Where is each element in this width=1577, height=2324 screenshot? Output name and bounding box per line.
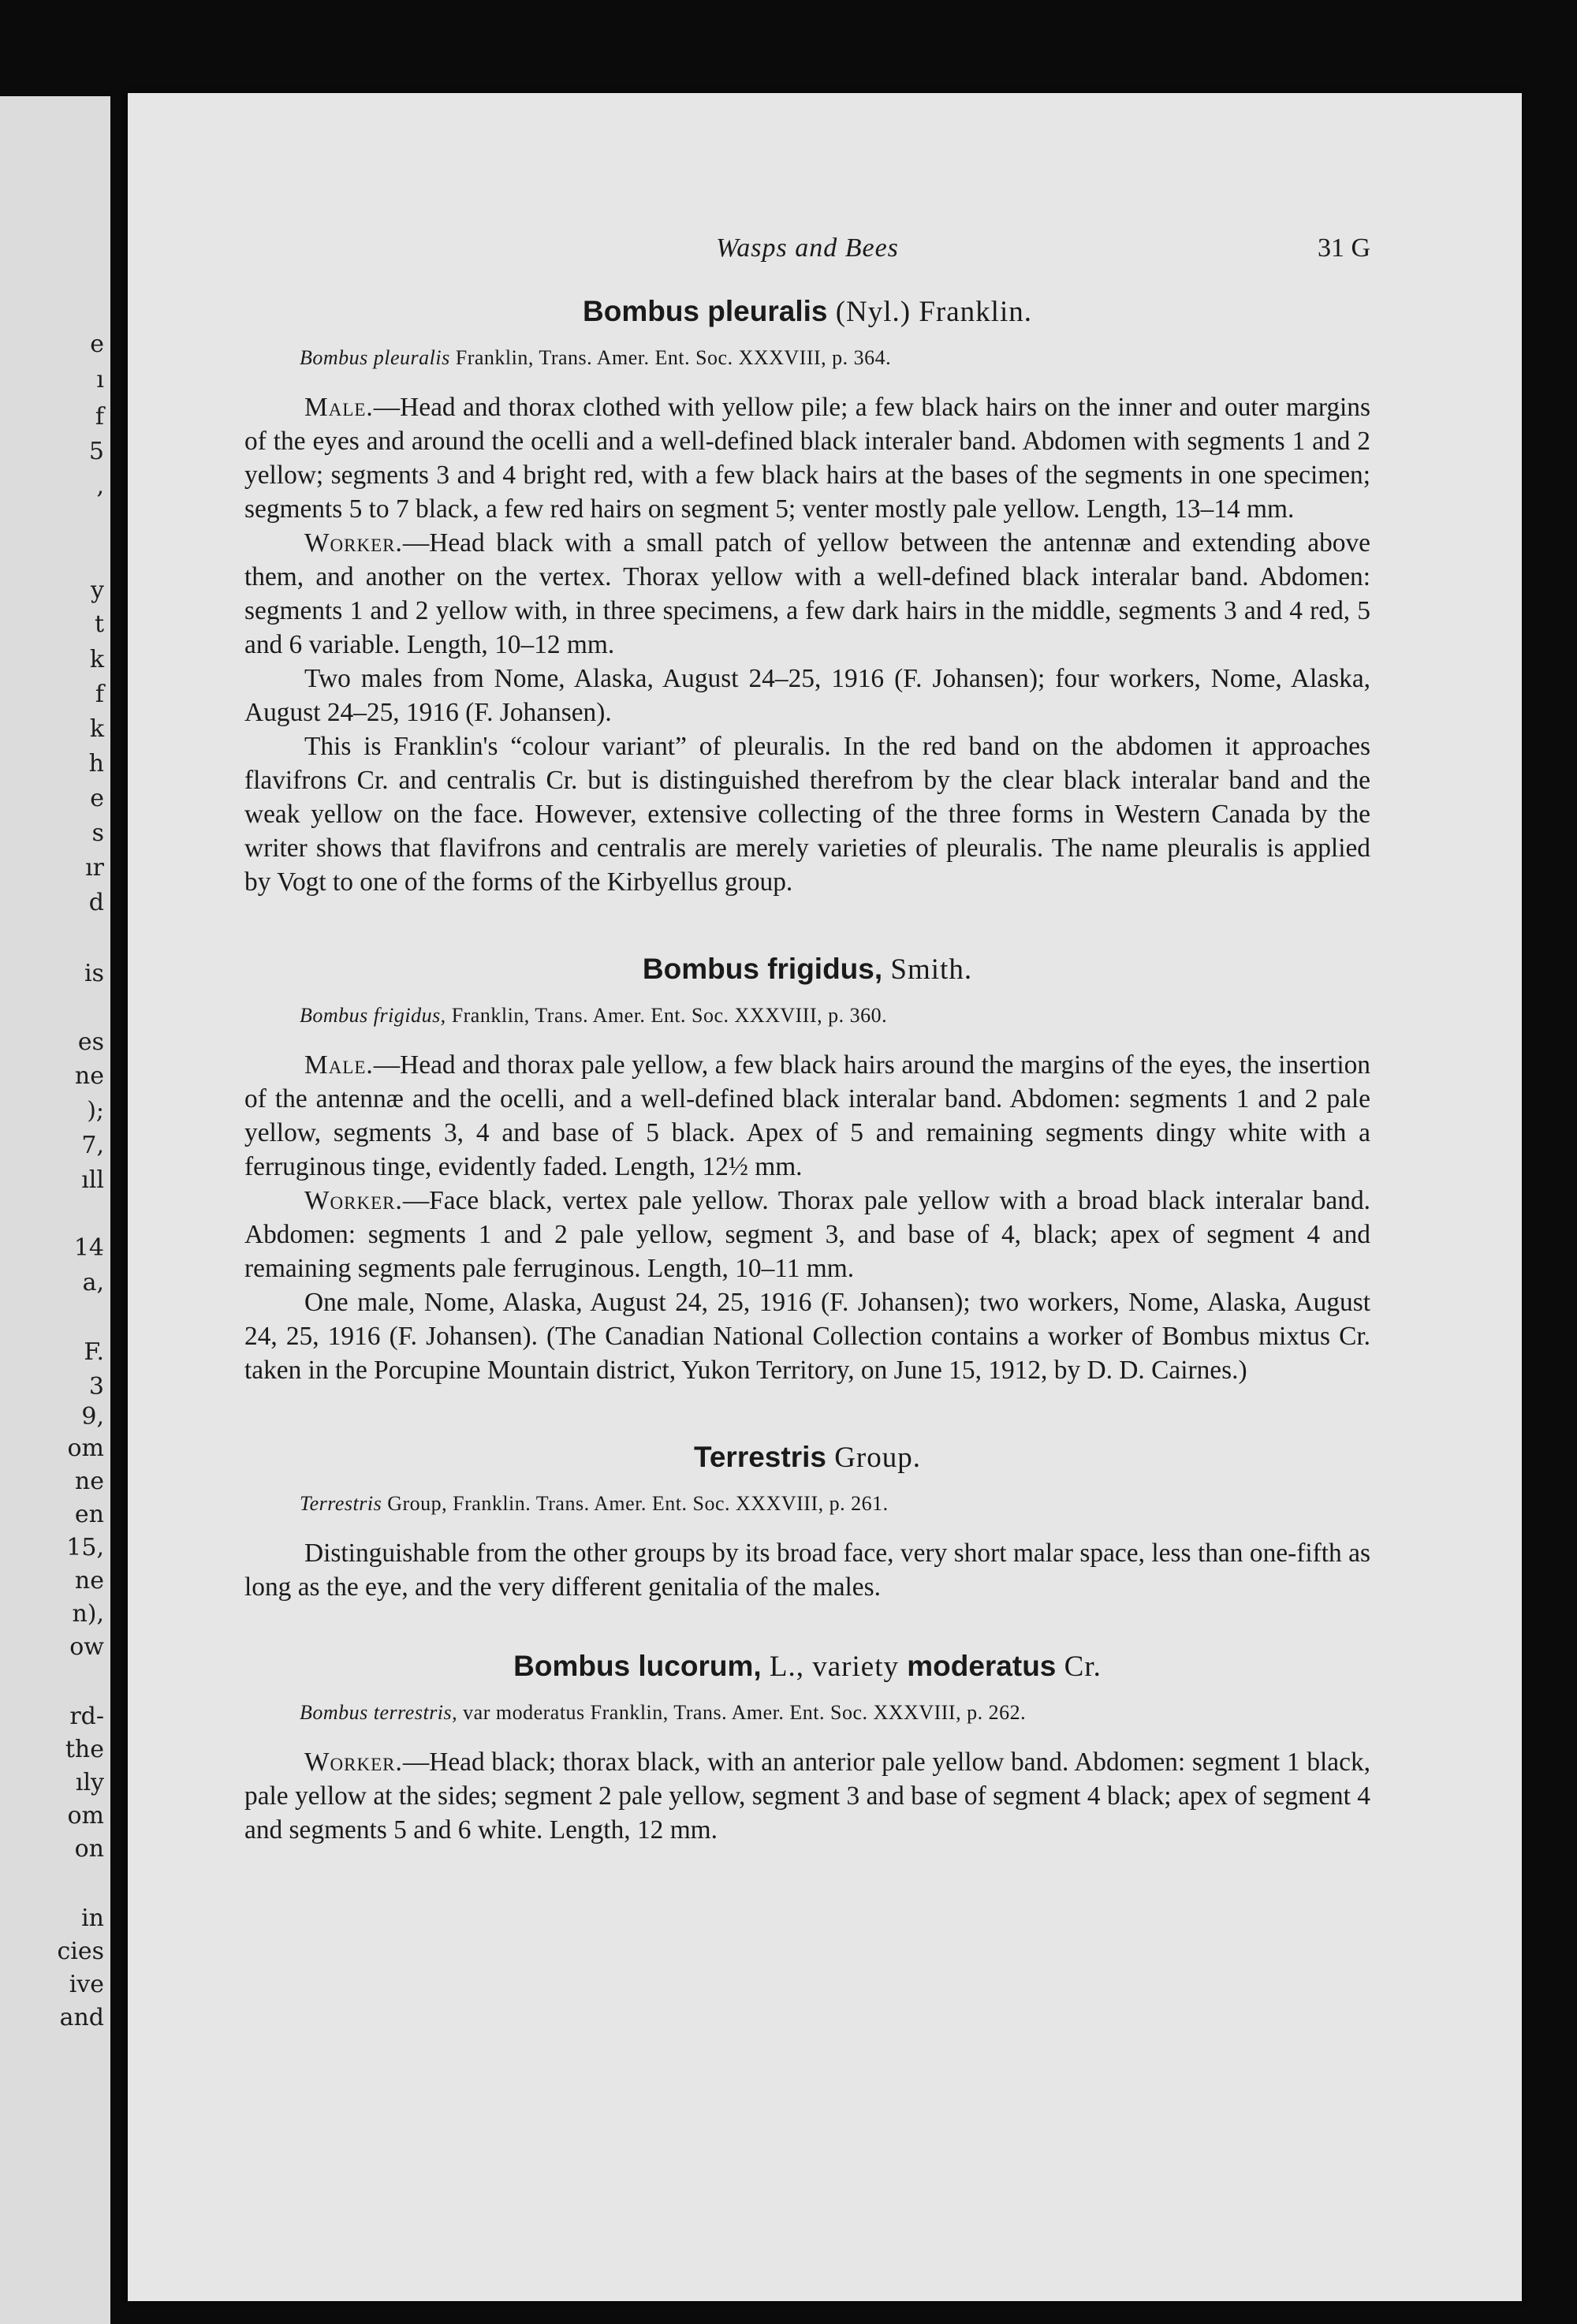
page-content	[244, 233, 1370, 1847]
margin-fragment: k	[89, 646, 104, 673]
paragraph-text: One male, Nome, Alaska, August 24, 25, 1916 (F. Johansen); two workers, Nome, Alaska, August 24, 25, 1916 (F. Johansen). (The Canadian National Collection contains a worker of Bombus mixtus Cr. taken in the Porcupine Mountain district, Yukon Territory, on June 15, 1912, by D. D. Cairnes.)	[244, 1288, 1370, 1385]
margin-fragment: t	[94, 610, 104, 638]
margin-fragment: ne	[74, 1468, 104, 1495]
paragraph-text: —Head black; thorax black, with an anterior pale yellow band. Abdomen: segment 1 black, pale yellow at the sides; segment 2 pale yellow, segment 3 and base of segment 4 black; apex of segment 4 and segments 5 and 6 white. Length, 12 mm.	[244, 1748, 1370, 1845]
margin-fragment: ı	[96, 366, 104, 394]
margin-fragment: om	[67, 1802, 104, 1830]
entry-heading	[244, 953, 1370, 987]
margin-fragment: en	[74, 1501, 104, 1528]
margin-fragment: ow	[69, 1633, 104, 1661]
margin-fragment: n),	[72, 1600, 104, 1628]
reference-citation: var moderatus Franklin, Trans. Amer. Ent. Soc. XXXVIII, p. 262.	[457, 1701, 1027, 1724]
margin-fragment: ıll	[81, 1166, 104, 1194]
margin-fragment: 14	[73, 1234, 104, 1262]
species-entry-frigidus	[244, 953, 1370, 1387]
margin-fragment: e	[90, 330, 104, 358]
remarks-paragraph	[244, 729, 1370, 899]
margin-fragment: 5	[88, 438, 104, 465]
paragraph-text: Distinguishable from the other groups by its broad face, very short malar space, less than one-fifth as long as the eye, and the very different genitalia of the males.	[244, 1539, 1370, 1602]
species-entry-pleuralis	[244, 295, 1370, 899]
description-paragraph	[244, 1536, 1370, 1604]
paragraph-text: This is Franklin's “colour variant” of pleuralis. In the red band on the abdomen it approaches flavifrons Cr. and centralis Cr. but is distinguished therefrom by the clear black interalar band and the weak yellow on the face. However, extensive collecting of the three forms in Western Canada by the writer shows that flavifrons and centralis are merely varieties of pleuralis. The name pleuralis is applied by Vogt to one of the forms of the Kirbyellus group.	[244, 732, 1370, 897]
margin-fragment: 9,	[81, 1403, 104, 1431]
running-head	[244, 233, 1370, 273]
literature-reference	[300, 346, 1370, 370]
margin-fragment: in	[81, 1904, 104, 1932]
reference-taxon: Bombus terrestris,	[300, 1701, 458, 1724]
group-name: Terrestris	[693, 1441, 826, 1473]
left-page-edge	[0, 96, 110, 2324]
literature-reference	[300, 1004, 1370, 1028]
reference-citation: Franklin, Trans. Amer. Ent. Soc. XXXVIII, p. 364.	[449, 346, 892, 369]
literature-reference	[300, 1701, 1370, 1725]
margin-fragment: on	[74, 1835, 104, 1863]
margin-fragment: e	[90, 785, 104, 812]
margin-fragment: cies	[57, 1938, 104, 1965]
margin-fragment: f	[95, 403, 104, 431]
book-page	[128, 93, 1522, 2301]
margin-fragment: ır	[85, 854, 104, 882]
species-entry-lucorum	[244, 1650, 1370, 1847]
margin-fragment: ive	[69, 1971, 104, 1998]
caste-label: Worker.	[304, 528, 403, 558]
paragraph-text: Two males from Nome, Alaska, August 24–25, 1916 (F. Johansen); four workers, Nome, Alaska, August 24–25, 1916 (F. Johansen).	[244, 664, 1370, 727]
entry-heading	[244, 1650, 1370, 1684]
species-name: Bombus frigidus,	[642, 953, 883, 985]
group-label: Group.	[826, 1442, 921, 1474]
group-entry-terrestris	[244, 1441, 1370, 1604]
paragraph-text: —Head and thorax pale yellow, a few black hairs around the margins of the eyes, the insertion of the antennæ and the ocelli, and a well-defined black interalar band. Abdomen: segments 1 and 2 pale yellow, segments 3, 4 and base of 5 black. Apex of 5 and remaining segments dingy white with a ferruginous tinge, evidently faded. Length, 12½ mm.	[244, 1050, 1370, 1181]
literature-reference	[300, 1492, 1370, 1516]
reference-taxon: Bombus frigidus,	[300, 1004, 446, 1027]
record-paragraph	[244, 1285, 1370, 1387]
reference-taxon: Bombus pleuralis	[300, 346, 450, 369]
margin-fragment: 3	[88, 1373, 104, 1401]
description-paragraph	[244, 1184, 1370, 1285]
reference-taxon: Terrestris	[300, 1492, 382, 1515]
species-name: Bombus lucorum,	[513, 1650, 762, 1682]
caste-label: Male.	[304, 1050, 374, 1080]
species-authority: L., variety	[761, 1651, 908, 1683]
margin-fragment: rd-	[69, 1703, 104, 1730]
species-authority: Smith.	[882, 953, 973, 986]
margin-fragment: k	[89, 715, 104, 743]
caste-label: Worker.	[304, 1186, 403, 1215]
paragraph-text: —Head and thorax clothed with yellow pile; a few black hairs on the inner and outer margins of the eyes and around the ocelli and a well-defined black interaler band. Abdomen with segments 1 and 2 yellow; segments 3 and 4 bright red, with a few black hairs at the bases of the segments in one specimen; segments 5 to 7 black, a few red hairs on segment 5; venter mostly pale yellow. Length, 13–14 mm.	[244, 393, 1370, 524]
margin-fragment: F.	[84, 1338, 104, 1366]
reference-citation: Franklin, Trans. Amer. Ent. Soc. XXXVIII, p. 360.	[446, 1004, 888, 1027]
margin-fragment: ,	[96, 472, 104, 500]
margin-fragment: a,	[82, 1269, 104, 1296]
reference-citation: Group, Franklin. Trans. Amer. Ent. Soc. XXXVIII, p. 261.	[382, 1492, 889, 1515]
margin-fragment: es	[77, 1028, 104, 1056]
page-number: 31 G	[1317, 233, 1370, 263]
margin-fragment: and	[59, 2004, 104, 2031]
margin-fragment: ıly	[75, 1769, 104, 1796]
margin-fragment: s	[91, 819, 104, 847]
running-head-title: Wasps and Bees	[716, 233, 899, 263]
margin-fragment: y	[91, 576, 104, 604]
margin-fragment: 15,	[66, 1534, 104, 1561]
variety-name: moderatus	[907, 1650, 1057, 1682]
paragraph-text: —Face black, vertex pale yellow. Thorax pale yellow with a broad black interalar band. Abdomen: segments 1 and 2 pale yellow, segment 3, and base of 4, black; apex of segment 4 and remaining segments pale ferruginous. Length, 10–11 mm.	[244, 1186, 1370, 1283]
description-paragraph	[244, 1745, 1370, 1847]
margin-fragment: the	[65, 1736, 104, 1763]
species-authority: (Nyl.) Franklin.	[827, 296, 1032, 328]
margin-fragment: om	[67, 1434, 104, 1462]
variety-authority: Cr.	[1056, 1651, 1102, 1683]
description-paragraph	[244, 1048, 1370, 1184]
paragraph-text: —Head black with a small patch of yellow between the antennæ and extending above them, and another on the vertex. Thorax yellow with a well-defined black interalar band. Abdomen: segments 1 and 2 yellow with, in three specimens, a few dark hairs in the middle, segments 3 and 4 red, 5 and 6 variable. Length, 10–12 mm.	[244, 528, 1370, 659]
description-paragraph	[244, 526, 1370, 662]
entry-heading	[244, 295, 1370, 329]
margin-fragment: h	[88, 750, 104, 778]
margin-fragment: ne	[74, 1567, 104, 1595]
margin-fragment: is	[84, 960, 104, 987]
caste-label: Male.	[304, 393, 374, 422]
margin-fragment: d	[88, 889, 104, 916]
margin-fragment: );	[87, 1097, 104, 1125]
species-name: Bombus pleuralis	[583, 295, 828, 327]
margin-fragment: f	[95, 681, 104, 708]
entry-heading	[244, 1441, 1370, 1475]
description-paragraph	[244, 390, 1370, 526]
record-paragraph	[244, 662, 1370, 729]
margin-fragment: 7,	[81, 1132, 104, 1159]
margin-fragment: ne	[74, 1062, 104, 1090]
caste-label: Worker.	[304, 1748, 403, 1777]
